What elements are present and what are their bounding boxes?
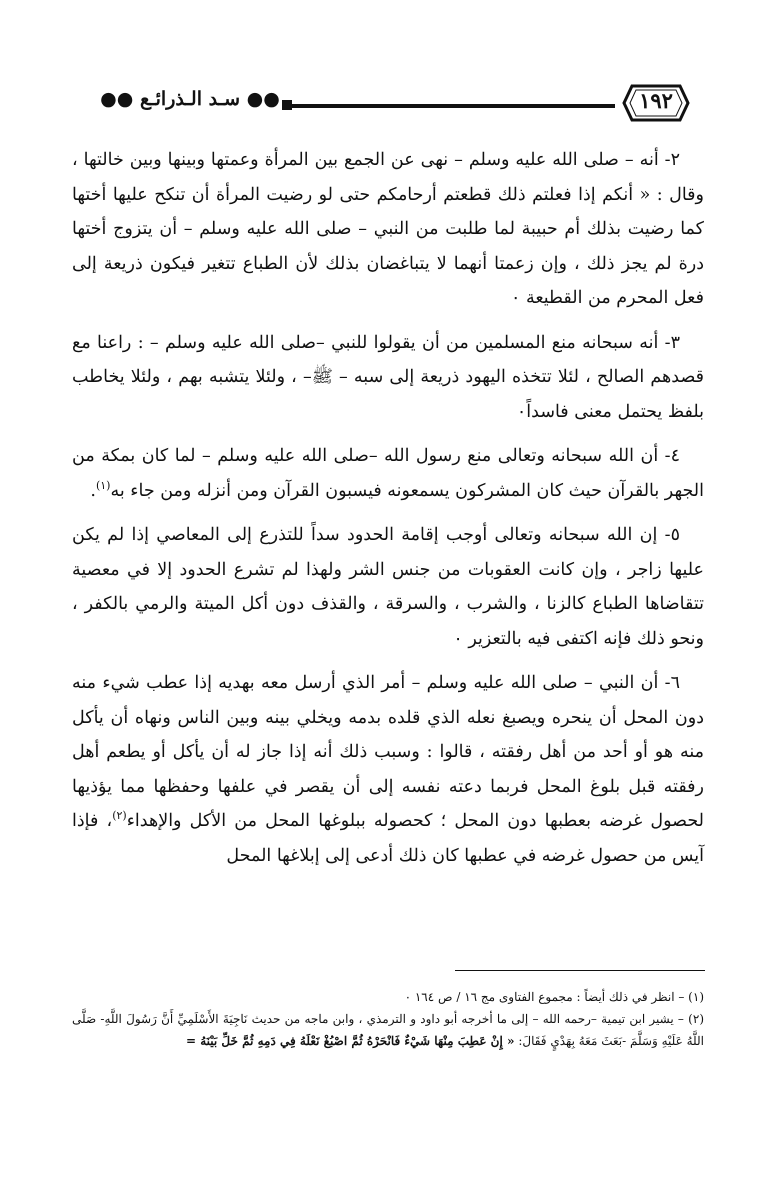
paragraph-3-text: ٣- أنه سبحانه منع المسلمين من أن يقولوا للنبي –صلى الله عليه وسلم – : راعنا مع قصدهم الصالح ، لئلا تتخذه اليهود ذريعة إلى سبه – ﷺ– ، ولئلا يتشبه بهم ، ولئلا يخاطب بلفظ يحتمل معنى فاسداً٠: [72, 332, 704, 422]
footnotes: [72, 986, 704, 1052]
paragraph-2: ٢- أنه – صلى الله عليه وسلم – نهى عن الجمع بين المرأة وعمتها وبينها وبين خالتها ، وقال : « أنكم إذا فعلتم ذلك قطعتم أرحامكم حتى لو رضيت المرأة أن تنكح عليها أختها كما رضيت بذلك أم حبيبة لما طلبت من النبي – صلى الله عليه وسلم – أن يتزوج أختها درة لم يجز ذلك ، وإن زعمتا أنهما لا يتباغضان بذلك لأن الطباع تتغير فيكون ذريعة إلى فعل المحرم من القطيعة ٠: [72, 150, 704, 308]
footnote-2-text: (٢) – يشير ابن تيمية –رحمه الله – إلى ما أخرجه أبو داود و الترمذي ، وابن ماجه من حديث نَاجِيَةَ الأَسْلَمِيِّ أَنَّ رَسُولَ اللَّهِ- صَلَّى اللَّهُ عَلَيْهِ وَسَلَّمَ -بَعَثَ مَعَهُ بِهَدْيٍ فَقَالَ:: [72, 1012, 704, 1048]
paragraph-5: ٥- إن الله سبحانه وتعالى أوجب إقامة الحدود سداً للتذرع إلى المعاصي إذا لم يكن عليها زاجر ، وإن كانت العقوبات من جنس الشر ولهذا لم تشرع الحدود إلا في معصية تتقاضاها الطباع كالزنا ، والشرب ، والسرقة ، والقذف دون أكل الميتة والرمي بالكفر ، ونحو ذلك فإنه اكتفى فيه بالتعزير ٠: [72, 525, 704, 649]
footnote-ref-2: (٢): [112, 809, 127, 823]
footnote-ref-1: (١): [95, 478, 111, 492]
paragraph-4-end: .: [90, 480, 96, 501]
page-number-frame: [622, 82, 690, 124]
paragraph-6-tail: ، فإذا آيس من حصول غرضه في عطبها كان ذلك أدعى إلى إبلاغها المحل: [72, 811, 704, 866]
page-header: [75, 78, 700, 128]
paragraph-6-text: ٦- أن النبي – صلى الله عليه وسلم – أمر الذي أرسل معه بهديه إذا عطب شيء منه دون المحل أن ينحره ويصبغ نعله الذي قلده بدمه ويخلي بينه وبين الناس ونهاه أن يأكل منه هو أو أحد من أهل رفقته ، قالوا : وسبب ذلك أنه إذا جاز له أن يأكل أو يطعم أهل رفقته قبل بلوغ المحل فربما دعته نفسه إلى أن يقصر في علفها وحفظها مما يؤذيها لحصول غرضه بعطبها دون المحل ؛ كحصوله ببلوغها المحل من الأكل والإهداء: [72, 673, 704, 831]
footnote-2-hadith: « إِنْ عَطِبَ مِنْهَا شَيْءٌ فَانْحَرْهُ ثُمَّ اصْبُغْ نَعْلَهُ فِي دَمِهِ ثُمَّ خَلِّ بَيْنَهُ =: [186, 1034, 515, 1048]
page-number: ١٩٢: [639, 88, 673, 113]
paragraph-6: [72, 666, 704, 873]
footnote-separator: [455, 970, 705, 971]
running-title: ●● سـد الـذرائـع ●●: [100, 88, 280, 110]
paragraph-4: [72, 439, 704, 508]
paragraph-3: [72, 326, 704, 430]
footnote-1: (١) – انظر في ذلك أيضاً : مجموع الفتاوى مج ١٦ / ص ١٦٤ ٠: [404, 990, 704, 1004]
main-text: [72, 143, 704, 883]
header-rule: [290, 104, 615, 108]
paragraph-4-text: ٤- أن الله سبحانه وتعالى منع رسول الله –صلى الله عليه وسلم – لما كان بمكة من الجهر بالقرآن حيث كان المشركون يسمعونه فيسبون القرآن ومن أنزله ومن جاء به: [72, 446, 704, 501]
footnote-2: [72, 1008, 704, 1052]
